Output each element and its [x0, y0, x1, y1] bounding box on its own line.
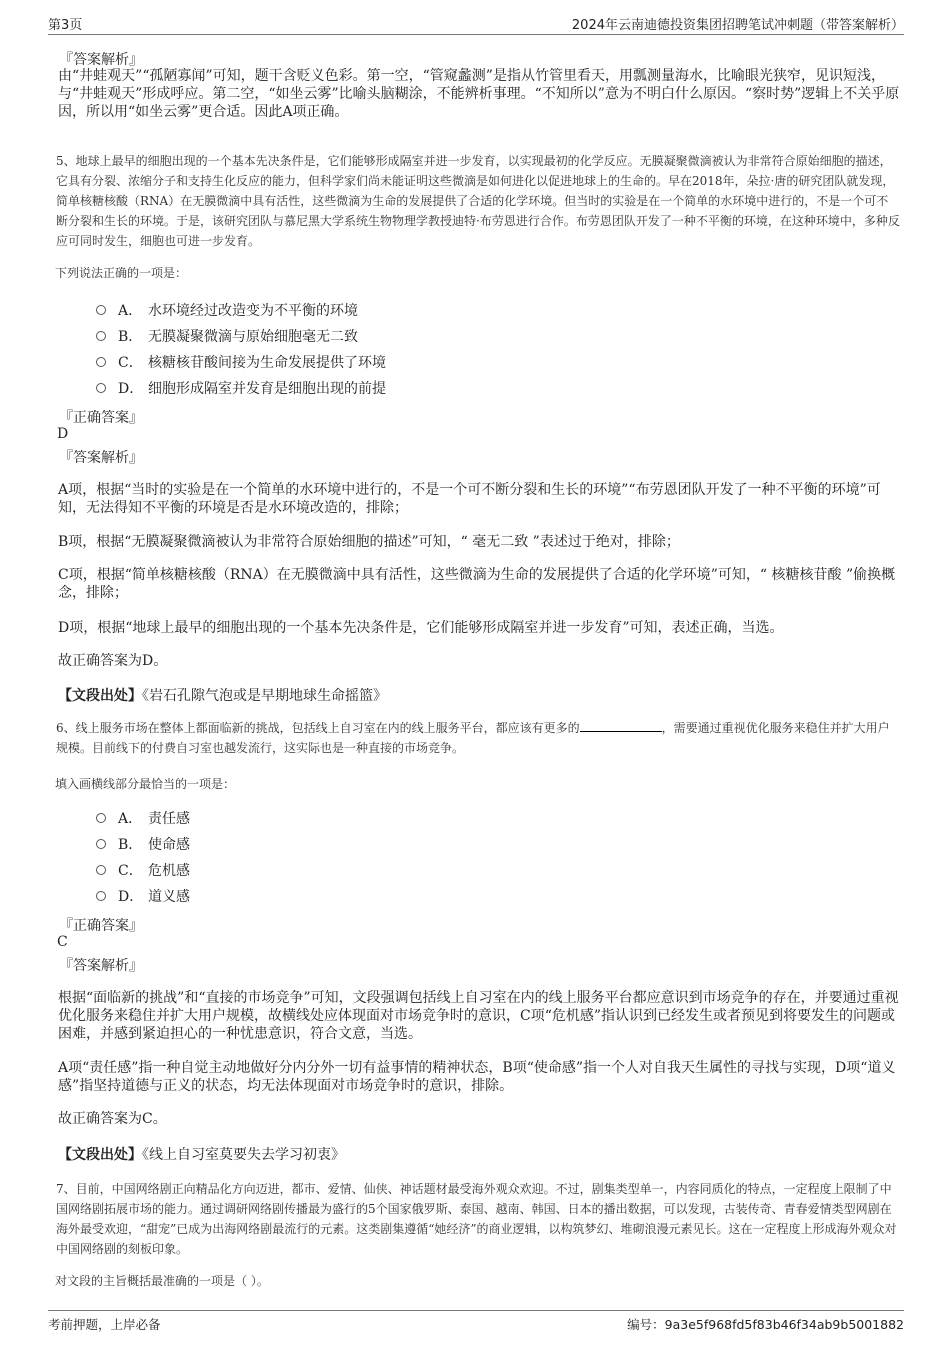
- footer-slogan: 考前押题，上岸必备: [48, 1317, 161, 1332]
- q6-source: 【文段出处】《线上自习室莫要失去学习初衷》: [58, 1147, 345, 1163]
- q4-analysis-label: 『答案解析』: [59, 52, 143, 68]
- q5-analysis-b: B项，根据“无膜凝聚微滴被认为非常符合原始细胞的描述”可知，“ 毫无二致 ”表述过于绝对，排除；: [58, 534, 680, 550]
- q6-answer-label: 『正确答案』: [59, 918, 143, 934]
- q5-stem: 5、地球上最早的细胞出现的一个基本先决条件是，它们能够形成隔室并进一步发育，以实现最初的化学反应。无膜凝聚微滴被认为非常符合原始细胞的描述，它具有分裂、浓缩分子和支持生化反应的能力，但科学家们尚未能证明这些微滴是如何进化以促进地球上的生命的。早在2018年，朵拉·唐的研究团队就发现，简单核糖核酸（RNA）在无膜微滴中具有活性，这些微滴为生命的发展提供了合适的化学环境。但当时的实验是在一个简单的水环境中进行的，不是一个可不断分裂和生长的环境。于是，该研究团队与慕尼黑大学系统生物物理学教授迪特·布劳恩进行合作。布劳恩团队开发了一种不平衡的环境，在这种环境中，多种反应可同时发生，细胞也可进一步发育。: [56, 154, 900, 248]
- q5-source: 【文段出处】《岩石孔隙气泡或是早期地球生命摇篮》: [58, 688, 387, 704]
- radio-icon[interactable]: [96, 383, 106, 393]
- page-header: [48, 14, 904, 35]
- q5-analysis-d: D项，根据“地球上最早的细胞出现的一个基本先决条件是，它们能够形成隔室并进一步发育”可知，表述正确，当选。: [58, 620, 784, 636]
- q5-options: [96, 297, 386, 401]
- q7-instruction: 对文段的主旨概括最准确的一项是（ ）。: [55, 1274, 269, 1288]
- q6-option-a[interactable]: A． 责任感: [96, 805, 190, 831]
- q6-answer: C: [57, 934, 68, 950]
- page-footer: [48, 1310, 904, 1336]
- q5-instruction: 下列说法正确的一项是：: [55, 266, 188, 280]
- q6-analysis-label: 『答案解析』: [59, 958, 143, 974]
- q6-stem: 6、线上服务市场在整体上都面临新的挑战，包括线上自习室在内的线上服务平台，都应该有更多的 ，需要通过重视优化服务来稳住并扩大用户规模。目前线下的付费自习室也越发流行，这实际也是一种直接的市场竞争。: [56, 721, 890, 755]
- q6-analysis-main: 根据“面临新的挑战”和“直接的市场竞争”可知，文段强调包括线上自习室在内的线上服务平台都应意识到市场竞争的存在，并要通过重视优化服务来稳住并扩大用户规模，故横线处应体现面对市场竞争时的意识，C项“危机感”指认识到已经发生或者预见到将要发生的问题或困难，并感到紧迫担心的一种忧患意识，符合文意，当选。: [58, 990, 899, 1042]
- q5-analysis-a: A项，根据“当时的实验是在一个简单的水环境中进行的，不是一个可不断分裂和生长的环境”“布劳恩团队开发了一种不平衡的环境”可知，无法得知不平衡的环境是否是水环境改造的，排除；: [58, 482, 881, 516]
- radio-icon[interactable]: [96, 331, 106, 341]
- radio-icon[interactable]: [96, 813, 106, 823]
- q6-instruction: 填入画横线部分最恰当的一项是：: [55, 777, 236, 791]
- q4-analysis: 由“井蛙观天”“孤陋寡闻”可知，题干含贬义色彩。第一空，“管窥蠡测”是指从竹管里看天，用瓢测量海水，比喻眼光狭窄，见识短浅，与“井蛙观天”形成呼应。第二空，“如坐云雾”比喻头脑糊涂，不能辨析事理。“不知所以”意为不明白什么原因。“察时势”逻辑上不关乎原因，所以用“如坐云雾”更合适。因此A项正确。: [58, 68, 900, 120]
- q6-option-b[interactable]: B． 使命感: [96, 831, 190, 857]
- q5-conclusion: 故正确答案为D。: [58, 653, 168, 669]
- q5-answer-label: 『正确答案』: [59, 410, 143, 426]
- q5-option-a[interactable]: A． 水环境经过改造变为不平衡的环境: [96, 297, 386, 323]
- q5-analysis-label: 『答案解析』: [59, 450, 143, 466]
- q6-analysis-others: A项“责任感”指一种自觉主动地做好分内分外一切有益事情的精神状态，B项“使命感”指一个人对自我天生属性的寻找与实现，D项“道义感”指坚持道德与正义的状态，均无法体现面对市场竞争时的意识，排除。: [58, 1060, 896, 1094]
- document-id: 编号：9a3e5f968fd5f83b46f34ab9b5001882: [627, 1317, 904, 1332]
- q7-stem: 7、目前，中国网络剧正向精品化方向迈进，都市、爱情、仙侠、神话题材最受海外观众欢迎。不过，剧集类型单一，内容同质化的特点，一定程度上限制了中国网络剧拓展市场的能力。通过调研网络剧传播最为盛行的5个国家俄罗斯、泰国、越南、韩国、日本的播出数据，可以发现，古装传奇、青春爱情类型网剧在海外最受欢迎，“甜宠”已成为出海网络剧最流行的元素。这类剧集遵循“她经济”的商业逻辑，以构筑梦幻、堆砌浪漫元素见长。这在一定程度上形成海外观众对中国网络剧的刻板印象。: [56, 1182, 897, 1256]
- q5-option-c[interactable]: C． 核糖核苷酸间接为生命发展提供了环境: [96, 349, 386, 375]
- q6-option-d[interactable]: D． 道义感: [96, 883, 190, 909]
- q5-option-b[interactable]: B． 无膜凝聚微滴与原始细胞毫无二致: [96, 323, 386, 349]
- answer-blank: [580, 719, 662, 732]
- q5-answer: D: [57, 426, 69, 442]
- radio-icon[interactable]: [96, 357, 106, 367]
- page-number: 第3页: [48, 18, 83, 33]
- radio-icon[interactable]: [96, 891, 106, 901]
- q5-analysis-c: C项，根据“简单核糖核酸（RNA）在无膜微滴中具有活性，这些微滴为生命的发展提供了合适的化学环境”可知，“ 核糖核苷酸 ”偷换概念，排除；: [58, 567, 896, 601]
- radio-icon[interactable]: [96, 305, 106, 315]
- document-title: 2024年云南迪德投资集团招聘笔试冲刺题（带答案解析）: [571, 18, 904, 33]
- radio-icon[interactable]: [96, 865, 106, 875]
- q6-conclusion: 故正确答案为C。: [58, 1111, 167, 1127]
- q6-option-c[interactable]: C． 危机感: [96, 857, 190, 883]
- q6-options: [96, 805, 190, 909]
- q5-option-d[interactable]: D． 细胞形成隔室并发育是细胞出现的前提: [96, 375, 386, 401]
- radio-icon[interactable]: [96, 839, 106, 849]
